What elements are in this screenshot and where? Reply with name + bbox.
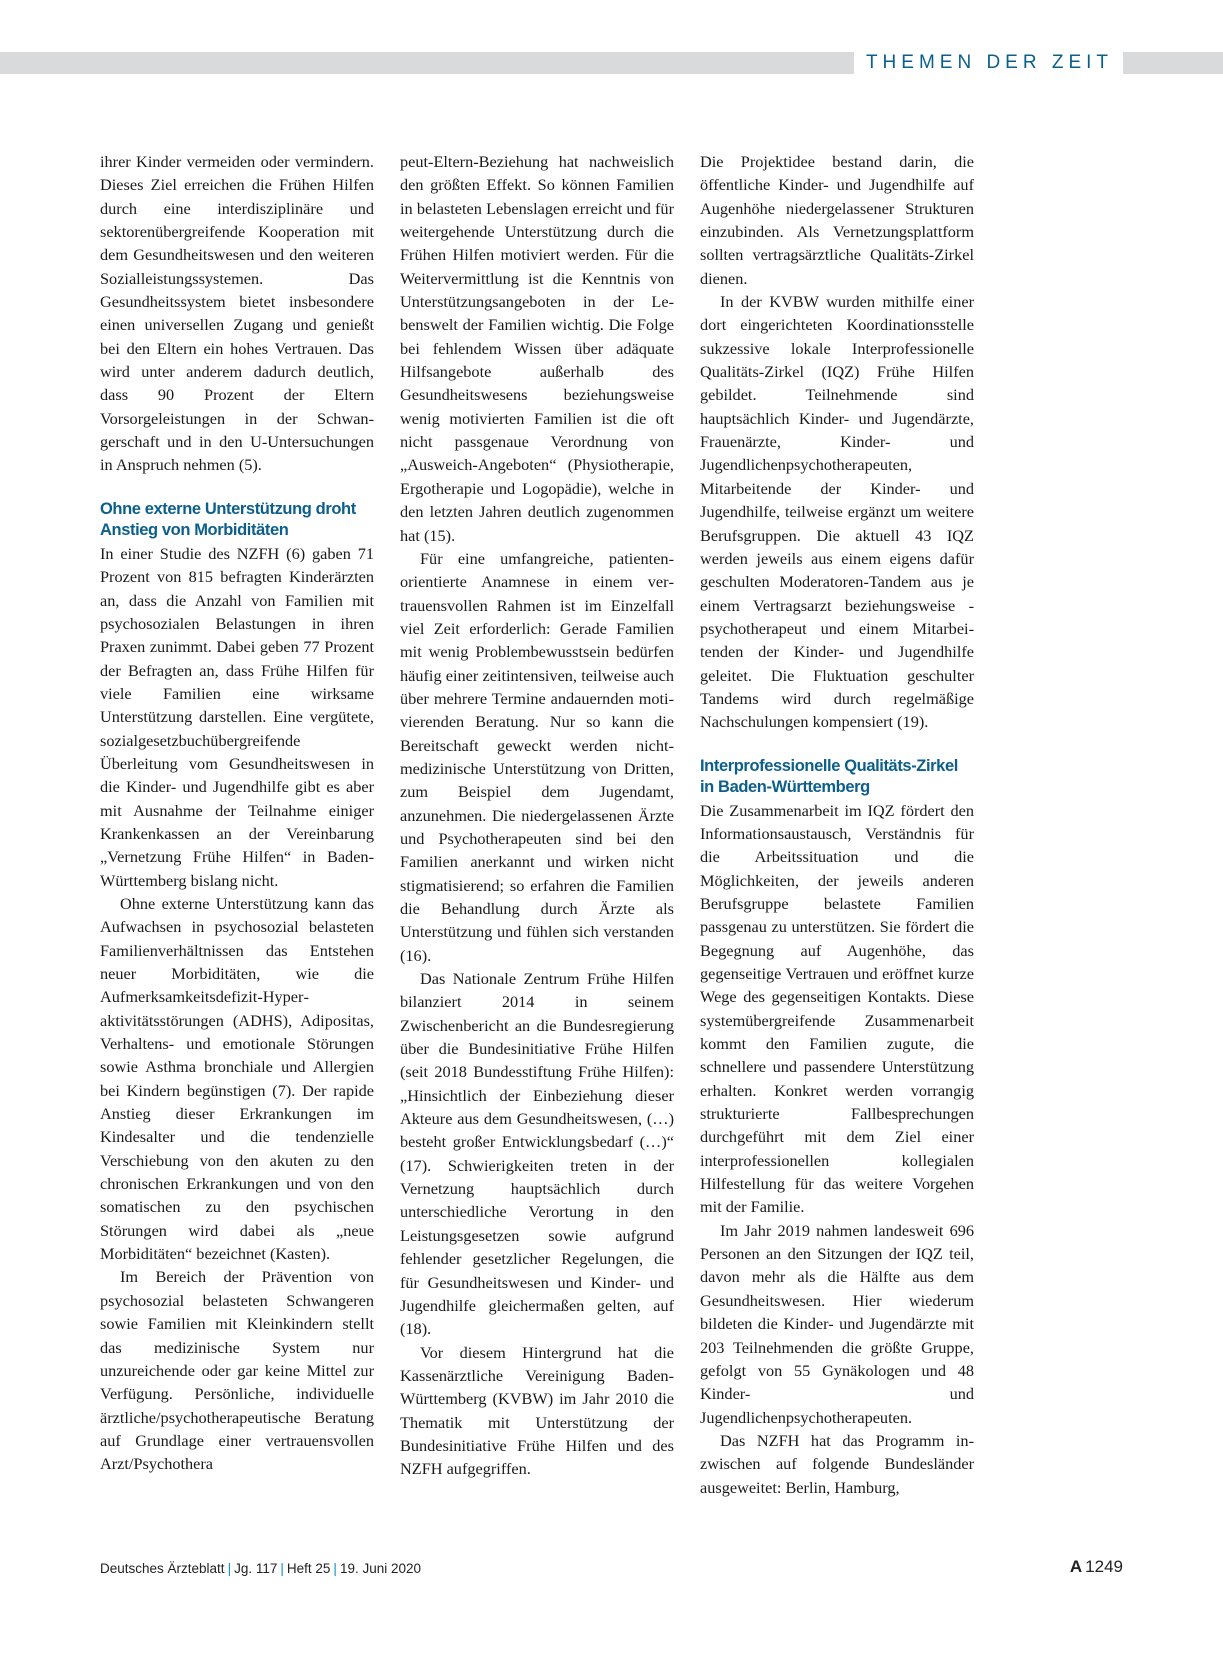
issue: Heft 25 [286,1561,331,1576]
issue-date: 19. Juni 2020 [339,1561,422,1576]
page-prefix: A [1069,1557,1083,1576]
paragraph: In einer Studie des NZFH (6) gaben 71 Prozent von 815 befragten Kinderärzten an, dass die Anzahl von Familien mit psychosozialen Belastungen in ihren Praxen zunimmt. Dabei geben 77 Prozent der Befragten an, dass Frühe Hilfen für viele Familien eine wirksame Unterstützung darstellen. Eine vergütete, sozialgesetzbuchübergreifende Überleitung vom Gesundheitswesen in die Kinder- und Jugendhilfe gibt es aber mit Ausnahme der Teilnahme einiger Krankenkassen an der Vereinbarung „Vernetzung Frühe Hilfen“ in Baden-Württemberg bislang nicht. [100,543,374,890]
subheading-morbiditaeten: Ohne externe Unterstützung droht Anstieg von Morbiditäten [100,499,356,539]
footer-citation [100,1557,421,1581]
subheading-qualitaetszirkel: Interprofessionelle Qualitäts-Zirkel in Baden-Württemberg [700,756,958,796]
section-title: THEMEN DER ZEIT [854,52,1123,74]
footer-separator: | [280,1561,284,1576]
column-1 [100,150,374,1550]
footer-separator: | [227,1561,232,1576]
paragraph: Das NZFH hat das Programm inzwischen auf folgende Bundesländer ausgeweitet: Berlin, Hamburg, [700,1430,974,1497]
column-2 [400,150,674,1550]
journal-name: Deutsches Ärzteblatt [100,1561,225,1576]
paragraph: Die Zusammenarbeit im IQZ fördert den Informationsaustausch, Verständnis für die Arbeitssituation und die Möglichkeiten, der jeweils anderen Berufsgruppe belastete Familien passgenau zu unterstützen. Sie fördert die Begegnung auf Augenhöhe, das gegenseitige Vertrauen und eröffnet kurze Wege des gegenseitigen Kontakts. Diese systemübergreifende Zusammenarbeit kommt den Familien zugute, die schnellere und passendere Unterstützung erhalten. Konkret werden vorrangig strukturierte Fallbesprechungen durchgeführt mit dem Ziel einer interprofessionellen kollegialen Hilfestellung für das weitere Vorgehen mit der Familie. [700,800,974,1217]
paragraph: Im Bereich der Prävention von psychosozial belasteten Schwangeren sowie Familien mit Kleinkindern stellt das medizinische System nur unzureichende oder gar keine Mittel zur Verfügung. Persönliche, individuelle ärztliche/psychotherapeutische Beratung auf Grundlage einer vertrauensvollen Arzt/Psychothera [100,1267,374,1474]
paragraph: Für eine umfangreiche, patientenorientierte Anamnese in einem vertrauensvollen Rahmen ist im Einzelfall viel Zeit erforderlich: Gerade Familien mit wenig Problembewusstsein bedürfen häufig einer zeitintensiven, teilweise auch über mehrere Termine andauernden motivierenden Beratung. Nur so kann die Bereitschaft geweckt werden nichtmedizinische Unterstützung von Dritten, zum Beispiel dem Jugendamt, anzunehmen. Die niedergelassenen Ärzte und Psychotherapeuten sind bei den Familien anerkannt und wirken nicht stigmatisierend; so erfahren die Familien die Behandlung durch Ärzte als Unterstützung und fühlen sich verstanden (16). [400,548,674,965]
paragraph: peut-Eltern-Beziehung hat nachweislich den größten Effekt. So können Familien in belasteten Lebenslagen erreicht und für weitergehende Unterstützung durch die Frühen Hilfen motiviert werden. Für die Weitervermittlung ist die Kenntnis von Unterstützungsangeboten in der Lebenswelt der Familien wichtig. Die Folge bei fehlendem Wissen über adäquate Hilfsangebote außerhalb des Gesundheitswesens beziehungsweise wenig motivierten Familien ist die oft nicht passgenaue Verordnung von „Ausweich-Angeboten“ (Physiotherapie, Ergotherapie und Logopädie), welche in den letzten Jahren deutlich zugenommen hat (15). [400,152,674,545]
page-number [1070,1553,1123,1581]
paragraph: Im Jahr 2019 nahmen landesweit 696 Personen an den Sitzungen der IQZ teil, davon mehr als die Hälfte aus dem Gesundheitswesen. Hier wiederum bildeten die Kinder- und Jugendärzte mit 203 Teilnehmenden die größte Gruppe, gefolgt von 55 Gynäkologen und 48 Kinder- und Jugendlichenpsychotherapeuten. [700,1220,974,1427]
paragraph: Ohne externe Unterstützung kann das Aufwachsen in psychosozial belasteten Familienverhältnissen das Entstehen neuer Morbiditäten, wie die Aufmerksamkeitsdefizit-Hyperaktivitätsstörungen (ADHS), Adipositas, Verhaltens- und emotionale Störungen sowie Asthma bronchiale und Allergien bei Kindern begünstigen (7). Der rapide Anstieg dieser Erkrankungen im Kindesalter und die tendenzielle Verschiebung von den akuten zu den chronischen Erkrankungen und von den somatischen zu den psychischen Störungen wird dabei als „neue Morbiditäten“ bezeichnet (Kasten). [100,893,374,1264]
paragraph: Vor diesem Hintergrund hat die Kassenärztliche Vereinigung Baden-Württemberg (KVBW) im Jahr 2010 die Thematik mit Unterstützung der Bundesinitiative Frühe Hilfen und des NZFH aufgegriffen. [400,1342,674,1479]
footer-separator: | [333,1561,337,1576]
paragraph: ihrer Kinder vermeiden oder vermindern. Dieses Ziel erreichen die Frühen Hilfen durch eine interdisziplinäre und sektorenübergreifende Kooperation mit dem Gesundheitswesen und den weiteren Sozialleistungssystemen. Das Gesundheitssystem bietet insbesondere einen universellen Zugang und genießt bei den Eltern ein hohes Vertrauen. Das wird unter anderem dadurch deutlich, dass 90 Prozent der Eltern Vorsorgeleistungen in der Schwangerschaft und in den U-Untersuchungen in Anspruch nehmen (5). [100,152,374,475]
article-body [100,150,976,1550]
volume: Jg. 117 [234,1561,278,1576]
page-number-value: 1249 [1085,1557,1123,1576]
paragraph: Die Projektidee bestand darin, die öffentliche Kinder- und Jugendhilfe auf Augenhöhe niedergelassener Strukturen einzubinden. Als Vernetzungsplattform sollten vertragsärztliche Qualitäts-Zirkel dienen. [700,152,974,288]
column-3 [700,150,974,1550]
paragraph: Das Nationale Zentrum Frühe Hilfen bilanziert 2014 in seinem Zwischenbericht an die Bundesregierung über die Bundesinitiative Frühe Hilfen (seit 2018 Bundesstiftung Frühe Hilfen): „Hinsichtlich der Einbeziehung dieser Akteure aus dem Gesundheitswesen, (…) besteht großer Entwicklungsbedarf (…)“ (17). Schwierigkeiten treten in der Vernetzung hauptsächlich durch unterschiedliche Verortung in den Leistungsgesetzen sowie aufgrund fehlender gesetzlicher Regelungen, die für Gesundheitswesen und Kinder- und Jugendhilfe gleichermaßen gelten, auf (18). [400,969,674,1339]
paragraph: In der KVBW wurden mithilfe einer dort eingerichteten Koordinationsstelle sukzessive lokale Interprofessionelle Qualitäts-Zirkel (IQZ) Frühe Hilfen gebildet. Teilnehmende sind hauptsächlich Kinder- und Jugendärzte, Frauenärzte, Kinder- und Jugendlichenpsychotherapeuten, Mitarbeitende der Kinder- und Jugendhilfe, teilweise ergänzt um weitere Berufsgruppen. Die aktuell 43 IQZ werden jeweils aus einem eigens dafür geschulten Moderatoren-Tandem aus je einem Vertragsarzt beziehungsweise -psychotherapeut und einem Mitarbeitenden der Kinder- und Jugendhilfe geleitet. Die Fluktuation geschulter Tandems wird durch regelmäßige Nachschulungen kompensiert (19). [700,292,974,732]
